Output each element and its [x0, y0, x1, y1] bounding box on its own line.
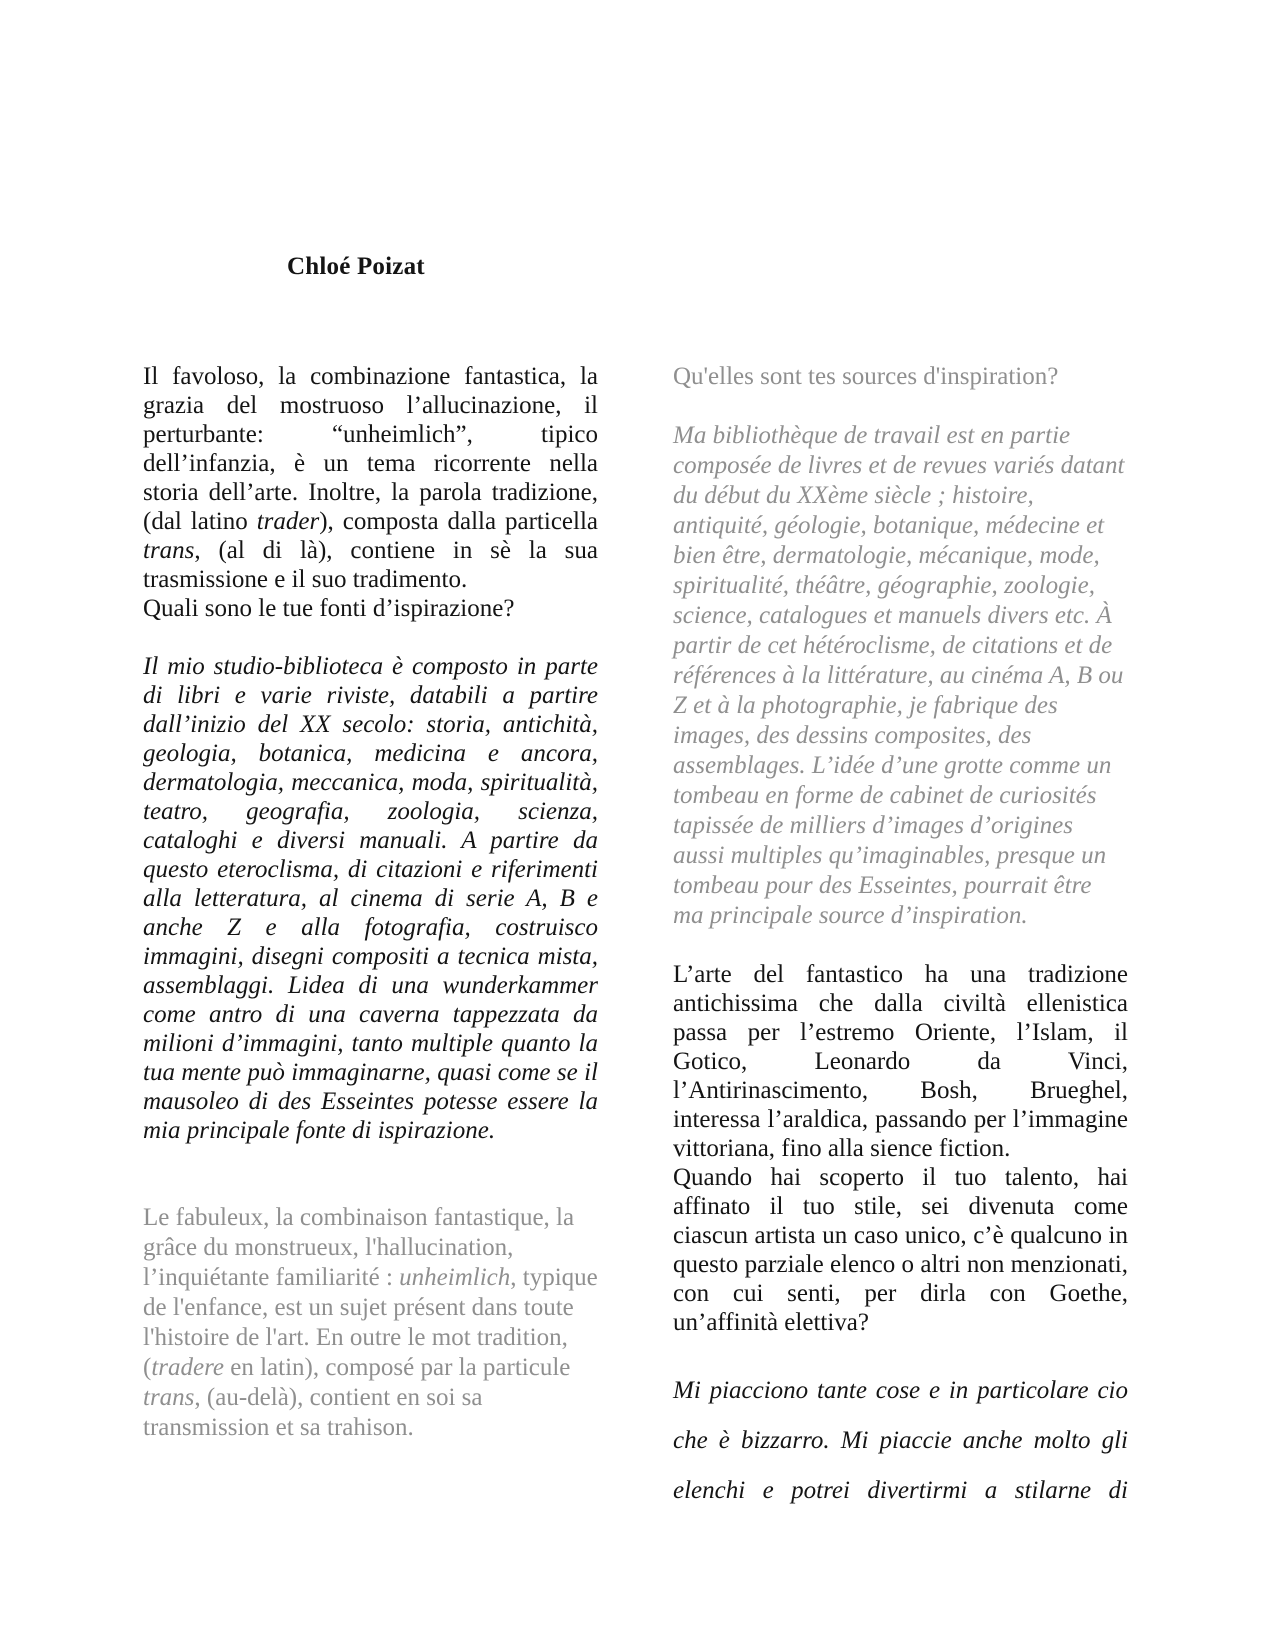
paragraph [143, 594, 598, 623]
text-run: ), composta dalla particella [319, 508, 598, 535]
text-run: Qu'elles sont tes sources d'inspiration? [673, 363, 1059, 390]
text-run: trans [143, 1384, 195, 1411]
text-run: Quando hai scoperto il tuo talento, hai affinato il tuo stile, sei divenuta come ciascun artista un caso unico, c’è qualcuno in questo parziale elenco o altri non menzionati, con cui senti, per dirla con Goethe, un’affinità elettiva? [673, 1164, 1128, 1336]
paragraph [143, 1203, 598, 1443]
paragraph [143, 362, 598, 594]
right-column [673, 362, 1128, 1516]
paragraph [673, 960, 1128, 1163]
paragraph [673, 1163, 1128, 1337]
text-run: unheimlich [399, 1264, 511, 1291]
text-run: trader [256, 508, 320, 535]
left-column [143, 362, 598, 1443]
text-run: Il favoloso, la combinazione fantastica, la grazia del mostruoso l’allucinazione, il perturbante: “unheimlich”, tipico dell’infanzia, è un tema ricorrente nella storia dell’arte. Inoltre, la parola tradizione, (dal latino [143, 363, 598, 535]
text-run: , (al di là), contiene in sè la sua trasmissione e il suo tradimento. [143, 537, 598, 593]
text-run: , (au-delà), contient en soi sa transmission et sa trahison. [143, 1384, 483, 1441]
paragraph [143, 652, 598, 1145]
text-run: L’arte del fantastico ha una tradizione antichissima che dalla civiltà ellenistica passa per l’estremo Oriente, l’Islam, il Gotico, Leonardo da Vinci, l’Antirinascimento, Bosh, Brueghel, interessa l’araldica, passando per l’immagine vittoriana, fino alla sience fiction. [673, 961, 1128, 1162]
text-run: Mi piacciono tante cose e in particolare cio che è bizzarro. Mi piaccie anche molto gli elenchi e potrei divertirmi a stilarne di [673, 1377, 1128, 1504]
paragraph [673, 362, 1128, 392]
text-run: Quali sono le tue fonti d’ispirazione? [143, 595, 515, 622]
text-run: en latin), composé par la particule [224, 1354, 571, 1381]
text-run: Il mio studio-biblioteca è composto in parte di libri e varie riviste, databili a partire dall’inizio del XX secolo: storia, antichità, geologia, botanica, medicina e ancora, dermatologia, meccanica, moda, spiritualità, teatro, geografia, zoologia, scienza, cataloghi e diversi manuali. A partire da questo eteroclisma, di citazioni e riferimenti alla letteratura, al cinema di serie A, B e anche Z e alla fotografia, costruisco immagini, disegni compositi a tecnica mista, assemblaggi. Lidea di una wunderkammer come antro di una caverna tappezzata da milioni d’immagini, tanto multiple quanto la tua mente può immaginarne, quasi come se il mausoleo di des Esseintes potesse essere la mia principale fonte di ispirazione. [143, 653, 598, 1144]
text-run: Le fabuleux, la combinaison fantastique, la grâce du monstrueux, l'hallucination, l’inquiétante familiarité : [143, 1204, 575, 1291]
text-run: Ma bibliothèque de travail est en partie composée de livres et de revues variés datant du début du XXème siècle ; histoire, antiquité, géologie, botanique, médecine et bien être, dermatologie, mécanique, mode, spiritualité, théâtre, géographie, zoologie, science, catalogues et manuels divers etc. À partir de cet hétéroclisme, de citations et de références à la littérature, au cinéma A, B ou Z et à la photographie, je fabrique des images, des dessins composites, des assemblages. L’idée d’une grotte comme un tombeau en forme de cabinet de curiosités tapissée de milliers d’images d’origines aussi multiples qu’imaginables, presque un tombeau pour des Esseintes, pourrait être ma principale source d’inspiration. [673, 422, 1125, 929]
paragraph [673, 1366, 1128, 1516]
paragraph [673, 421, 1128, 931]
text-run: , typique de l'enfance, est un sujet présent dans toute l'histoire de l'art. En outre le mot tradition, ( [143, 1264, 598, 1381]
text-run: trans [143, 537, 195, 564]
text-run: tradere [151, 1354, 224, 1381]
page-title: Chloé Poizat [287, 253, 425, 280]
